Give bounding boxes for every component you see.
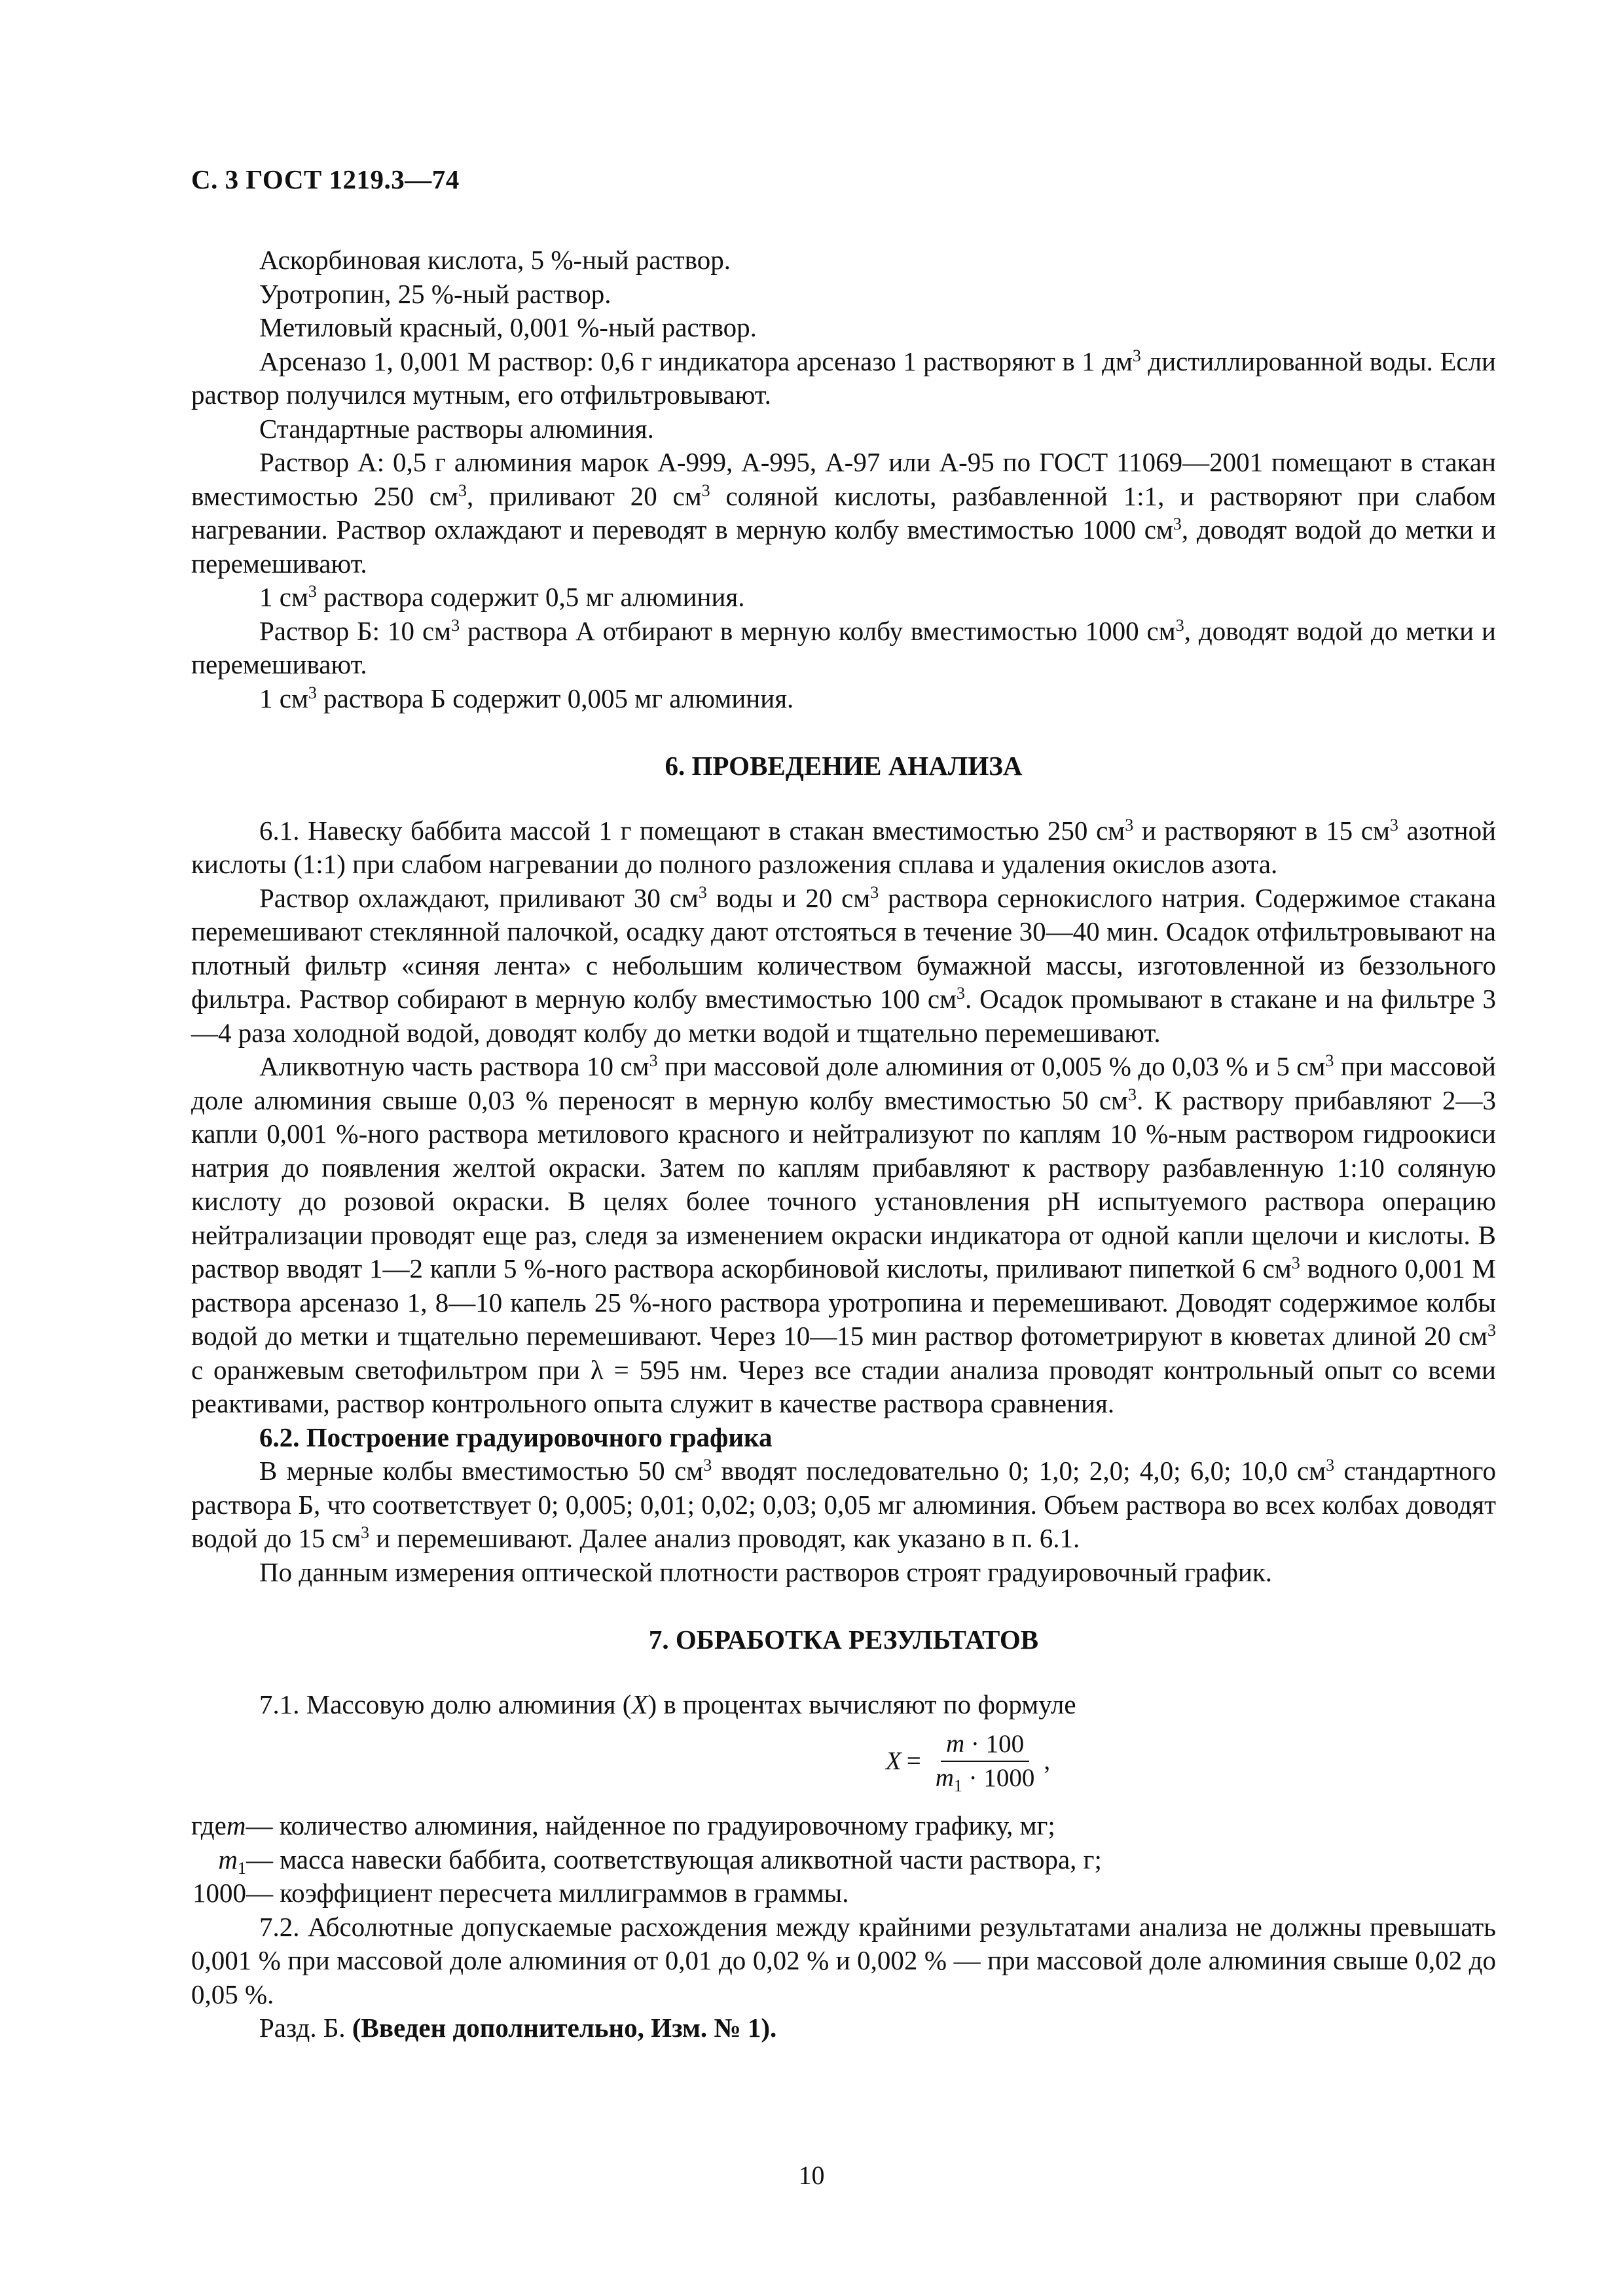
formula-legend — [191, 1809, 1496, 1910]
paragraph-6-1-aliquot: Аликвотную часть раствора 10 $см^3$ при массовой доле алюминия от 0,005 % до 0,03 % и 5 $см^3$ при массовой доле алюминия свыше 0,03 % переносят в мерную колбу вместимостью 50 $см^3$. К раствору прибавляют 2—3 капли 0,001 %-ного раствора метилового красного и нейтрализуют по каплям 10 %-ным раствором гидроокиси натрия до появления желтой окраски. Затем по каплям прибавляют к раствору разбавленную 1:10 соляную кислоту до розовой окраски. В целях более точного установления pH испытуемого раствора операцию нейтрализации проводят еще раз, следя за изменением окраски индикатора от одной капли щелочи и кислоты. В раствор вводят 1—2 капли 5 %-ного раствора аскорбиновой кислоты, приливают пипеткой 6 $см^3$ водного 0,001 М раствора арсеназо 1, 8—10 капель 25 %-ного раствора уротропина и перемешивают. Доводят содержимое колбы водой до метки и тщательно перемешивают. Через 10—15 мин раствор фотометрируют в кюветах длиной 20 $см^3$ с оранжевым светофильтром при λ = 595 нм. Через все стадии анализа проводят контрольный опыт со всеми реактивами, раствор контрольного опыта служит в качестве раствора сравнения. — [191, 1051, 1496, 1418]
formula-numerator: m · 100 — [941, 1729, 1029, 1762]
page-number: 10 — [798, 2161, 825, 2190]
reagent-methyl-red: Метиловый красный, 0,001 %-ный раствор. — [259, 312, 757, 342]
legend-row-m: где m — количество алюминия, найденное по градуировочному графику, мг; — [191, 1810, 1055, 1840]
formula-lhs: X — [885, 1747, 902, 1776]
formula-trailing-comma: , — [1044, 1747, 1051, 1776]
legend-row-1000: 1000 — коэффициент пересчета миллиграммов в граммы. — [192, 1878, 849, 1908]
section-6-heading: 6. ПРОВЕДЕНИЕ АНАЛИЗА — [665, 751, 1023, 781]
paragraph-7-2: 7.2. Абсолютные допускаемые расхождения между крайними результатами анализа не должны превышать 0,001 % при массовой доле алюминия от 0,01 до 0,02 % и 0,002 % — при массовой доле алюминия свыше 0,02 до 0,05 %. — [191, 1911, 1496, 2009]
paragraph-6-2-graph: По данным измерения оптической плотности растворов строят градуировочный график. — [259, 1556, 1273, 1587]
formula-denominator: $m_1 \cdot 1000$ — [935, 1764, 1035, 1795]
formula-fraction — [930, 1729, 1040, 1793]
reagent-urotropin: Уротропин, 25 %-ный раствор. — [259, 278, 611, 309]
reagent-arsenazo: Арсеназо 1, 0,001 М раствор: 0,6 г индикатора арсеназо 1 растворяют в 1 $дм^3$ дистиллированной воды. Если раствор получился мутным, его отфильтровывают. — [191, 346, 1496, 410]
page-header: С. 3 ГОСТ 1219.3—74 — [191, 164, 460, 194]
solution-a-preparation: Раствор А: 0,5 г алюминия марок А-999, А-995, А-97 или А-95 по ГОСТ 11069—2001 помещают в стакан вместимостью 250 $см^3$, приливают 20 $см^3$ соляной кислоты, разбавленной 1:1, и растворяют при слабом нагревании. Раствор охлаждают и переводят в мерную колбу вместимостью 1000 $см^3$, доводят водой до метки и перемешивают. — [191, 447, 1497, 579]
legend-row-m1: $m_1$ — масса навески баббита, соответствующая аликвотной части раствора, г; — [218, 1844, 1102, 1878]
solution-a-concentration: 1 $см^3$ раствора содержит 0,5 мг алюминия. — [259, 582, 745, 612]
solution-b-preparation: Раствор Б: 10 $см^3$ раствора А отбирают в мерную колбу вместимостью 1000 $см^3$, доводят водой до метки и перемешивают. — [191, 615, 1496, 679]
document-body — [191, 243, 1496, 2045]
paragraph-7-1: 7.1. Массовую долю алюминия (X) в процентах вычисляют по формуле — [259, 1689, 1076, 1719]
standard-solutions-title: Стандартные растворы алюминия. — [259, 413, 654, 444]
paragraph-6-2: В мерные колбы вместимостью 50 $см^3$ вводят последовательно 0; 1,0; 2,0; 4,0; 6,0; 10,0 $см^3$ стандартного раствора Б, что соответствует 0; 0,005; 0,01; 0,02; 0,03; 0,05 мг алюминия. Объем раствора во всех колбах доводят водой до 15 $см^3$ и перемешивают. Далее анализ проводят, как указано в п. 6.1. — [191, 1456, 1496, 1553]
solution-b-concentration: 1 $см^3$ раствора Б содержит 0,005 мг алюминия. — [259, 683, 794, 713]
subsection-6-2-title: 6.2. Построение градуировочного графика — [259, 1422, 773, 1452]
formula-equals: = — [906, 1747, 921, 1776]
section-7-heading: 7. ОБРАБОТКА РЕЗУЛЬТАТОВ — [648, 1624, 1039, 1655]
amendment-note: Разд. Б. (Введен дополнительно, Изм. № 1). — [259, 2013, 777, 2043]
paragraph-6-1: 6.1. Навеску баббита массой 1 г помещают в стакан вместимостью 250 $см^3$ и растворяют в 15 $см^3$ азотной кислоты (1:1) при слабом нагревании до полного разложения сплава и удаления окислов азота. — [191, 815, 1497, 879]
paragraph-6-1-filtering: Раствор охлаждают, приливают 30 $см^3$ воды и 20 $см^3$ раствора сернокислого натрия. Содержимое стакана перемешивают стеклянной палочкой, осадку дают отстояться в течение 30—40 мин. Осадок отфильтровывают на плотный фильтр «синяя лента» с небольшим количеством бумажной массы, изготовленной из беззольного фильтра. Раствор собирают в мерную колбу вместимостью 100 $см^3$. Осадок промывают в стакане и на фильтре 3—4 раза холодной водой, доводят колбу до метки водой и тщательно перемешивают. — [191, 882, 1497, 1048]
reagent-ascorbic: Аскорбиновая кислота, 5 %-ный раствор. — [259, 245, 731, 275]
mass-fraction-formula — [440, 1729, 1496, 1793]
